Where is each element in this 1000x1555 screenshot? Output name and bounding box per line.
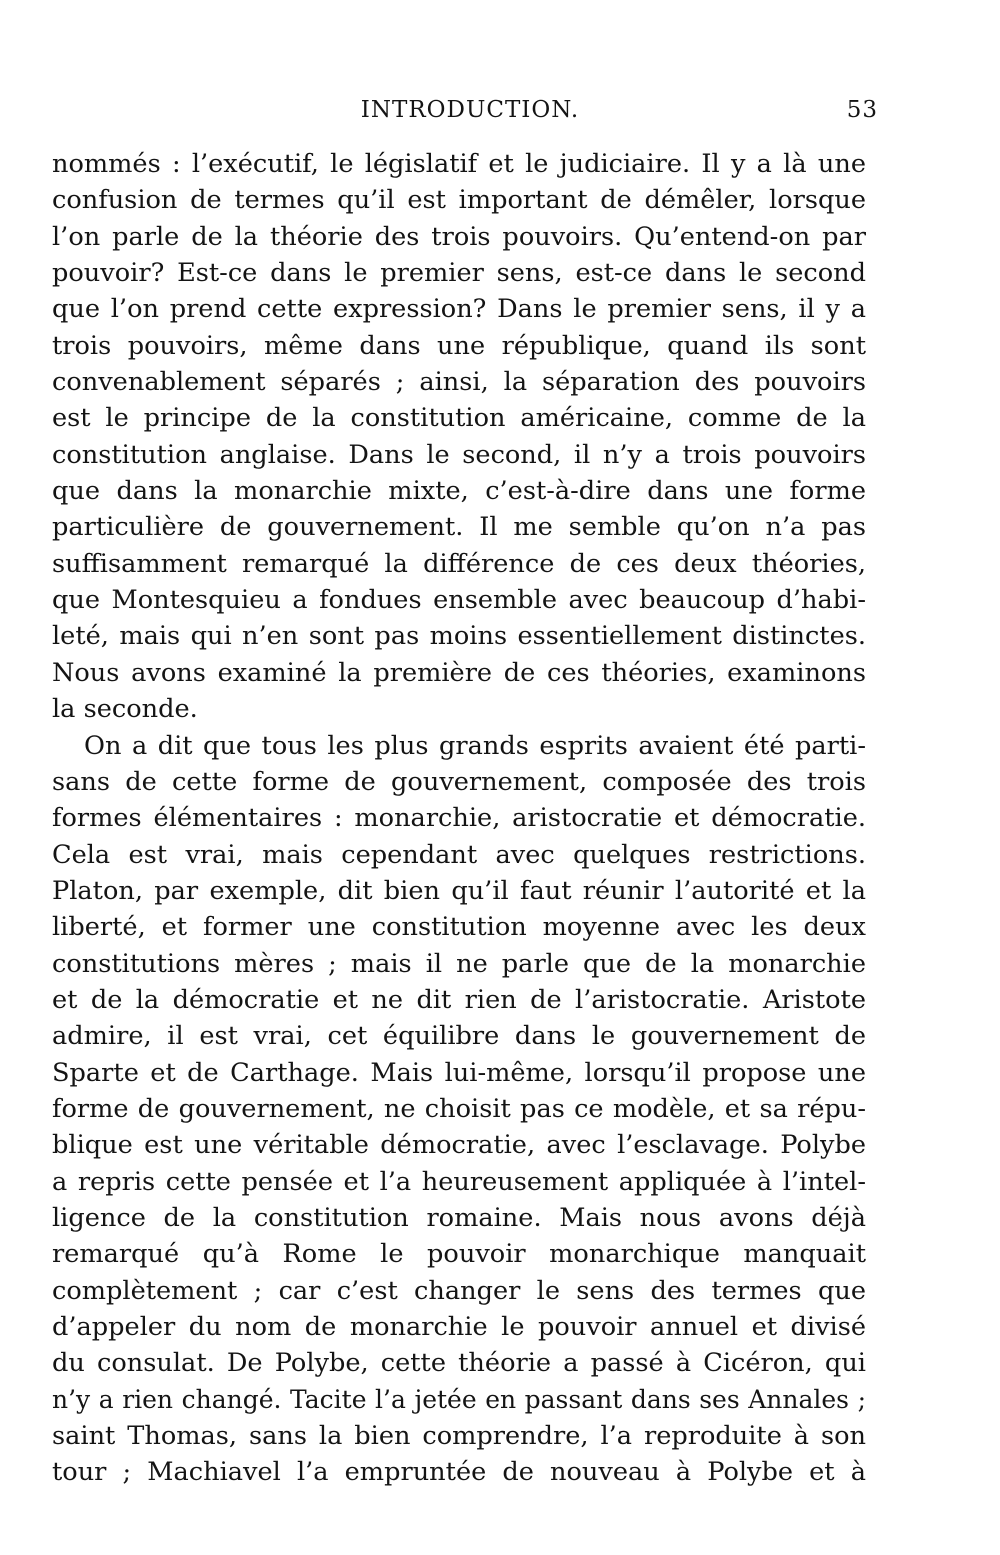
text-line: sans de cette forme de gouvernement, composée des trois xyxy=(52,766,866,797)
text-line: forme de gouvernement, ne choisit pas ce modèle, et sa répu- xyxy=(52,1093,866,1124)
text-line: a repris cette pensée et l’a heureusement appliquée à l’intel- xyxy=(52,1166,866,1197)
text-line: suffisamment remarqué la différence de ces deux théories, xyxy=(52,548,866,579)
text-line: admire, il est vrai, cet équilibre dans le gouvernement de xyxy=(52,1021,866,1052)
text-line: est le principe de la constitution américaine, comme de la xyxy=(52,403,866,434)
text-line: On a dit que tous les plus grands esprits avaient été parti- xyxy=(84,730,866,761)
text-line: n’y a rien changé. Tacite l’a jetée en passant dans ses Annales ; xyxy=(52,1384,866,1414)
text-line: la seconde. xyxy=(52,694,198,725)
text-line: liberté, et former une constitution moyenne avec les deux xyxy=(52,912,866,943)
text-line: d’appeler du nom de monarchie le pouvoir annuel et divisé xyxy=(52,1312,866,1342)
running-head xyxy=(52,92,878,128)
text-line: que Montesquieu a fondues ensemble avec beaucoup d’habi- xyxy=(52,585,866,616)
text-line: convenablement séparés ; ainsi, la séparation des pouvoirs xyxy=(52,367,866,398)
text-line: complètement ; car c’est changer le sens des termes que xyxy=(52,1275,866,1306)
text-line: Platon, par exemple, dit bien qu’il faut réunir l’autorité et la xyxy=(52,875,866,906)
text-line: saint Thomas, sans la bien comprendre, l’a reproduite à son xyxy=(52,1421,866,1452)
text-line: du consulat. De Polybe, cette théorie a passé à Cicéron, qui xyxy=(52,1348,866,1379)
text-line: confusion de termes qu’il est important de démêler, lorsque xyxy=(52,185,866,216)
text-line: que l’on prend cette expression? Dans le premier sens, il y a xyxy=(52,294,866,325)
text-line: trois pouvoirs, même dans une république, quand ils sont xyxy=(52,330,866,361)
paragraph xyxy=(52,146,866,728)
text-line: l’on parle de la théorie des trois pouvoirs. Qu’entend-on par xyxy=(52,221,866,252)
text-line: formes élémentaires : monarchie, aristocratie et démocratie. xyxy=(52,803,866,834)
text-line: et de la démocratie et ne dit rien de l’aristocratie. Aristote xyxy=(52,984,866,1015)
body-text xyxy=(52,146,866,1491)
text-line: particulière de gouvernement. Il me semble qu’on n’a pas xyxy=(52,512,866,543)
text-line: que dans la monarchie mixte, c’est-à-dire dans une forme xyxy=(52,476,866,507)
text-line: leté, mais qui n’en sont pas moins essentiellement distinctes. xyxy=(52,621,866,652)
running-title: INTRODUCTION. xyxy=(360,97,580,123)
text-line: constitutions mères ; mais il ne parle que de la monarchie xyxy=(52,948,866,979)
text-line: blique est une véritable démocratie, avec l’esclavage. Polybe xyxy=(52,1130,866,1161)
text-line: Cela est vrai, mais cependant avec quelques restrictions. xyxy=(52,839,866,870)
paragraph xyxy=(52,728,866,1491)
text-line: remarqué qu’à Rome le pouvoir monarchique manquait xyxy=(52,1239,866,1270)
text-line: nommés : l’exécutif, le législatif et le judiciaire. Il y a là une xyxy=(52,149,866,179)
text-line: constitution anglaise. Dans le second, il n’y a trois pouvoirs xyxy=(52,439,866,470)
text-line: tour ; Machiavel l’a empruntée de nouveau à Polybe et à xyxy=(52,1457,866,1488)
text-line: Sparte et de Carthage. Mais lui-même, lorsqu’il propose une xyxy=(52,1057,866,1088)
page-number: 53 xyxy=(846,97,878,123)
text-line: pouvoir? Est-ce dans le premier sens, est-ce dans le second xyxy=(52,258,866,289)
text-line: Nous avons examiné la première de ces théories, examinons xyxy=(52,657,866,688)
text-line: ligence de la constitution romaine. Mais nous avons déjà xyxy=(52,1202,866,1233)
